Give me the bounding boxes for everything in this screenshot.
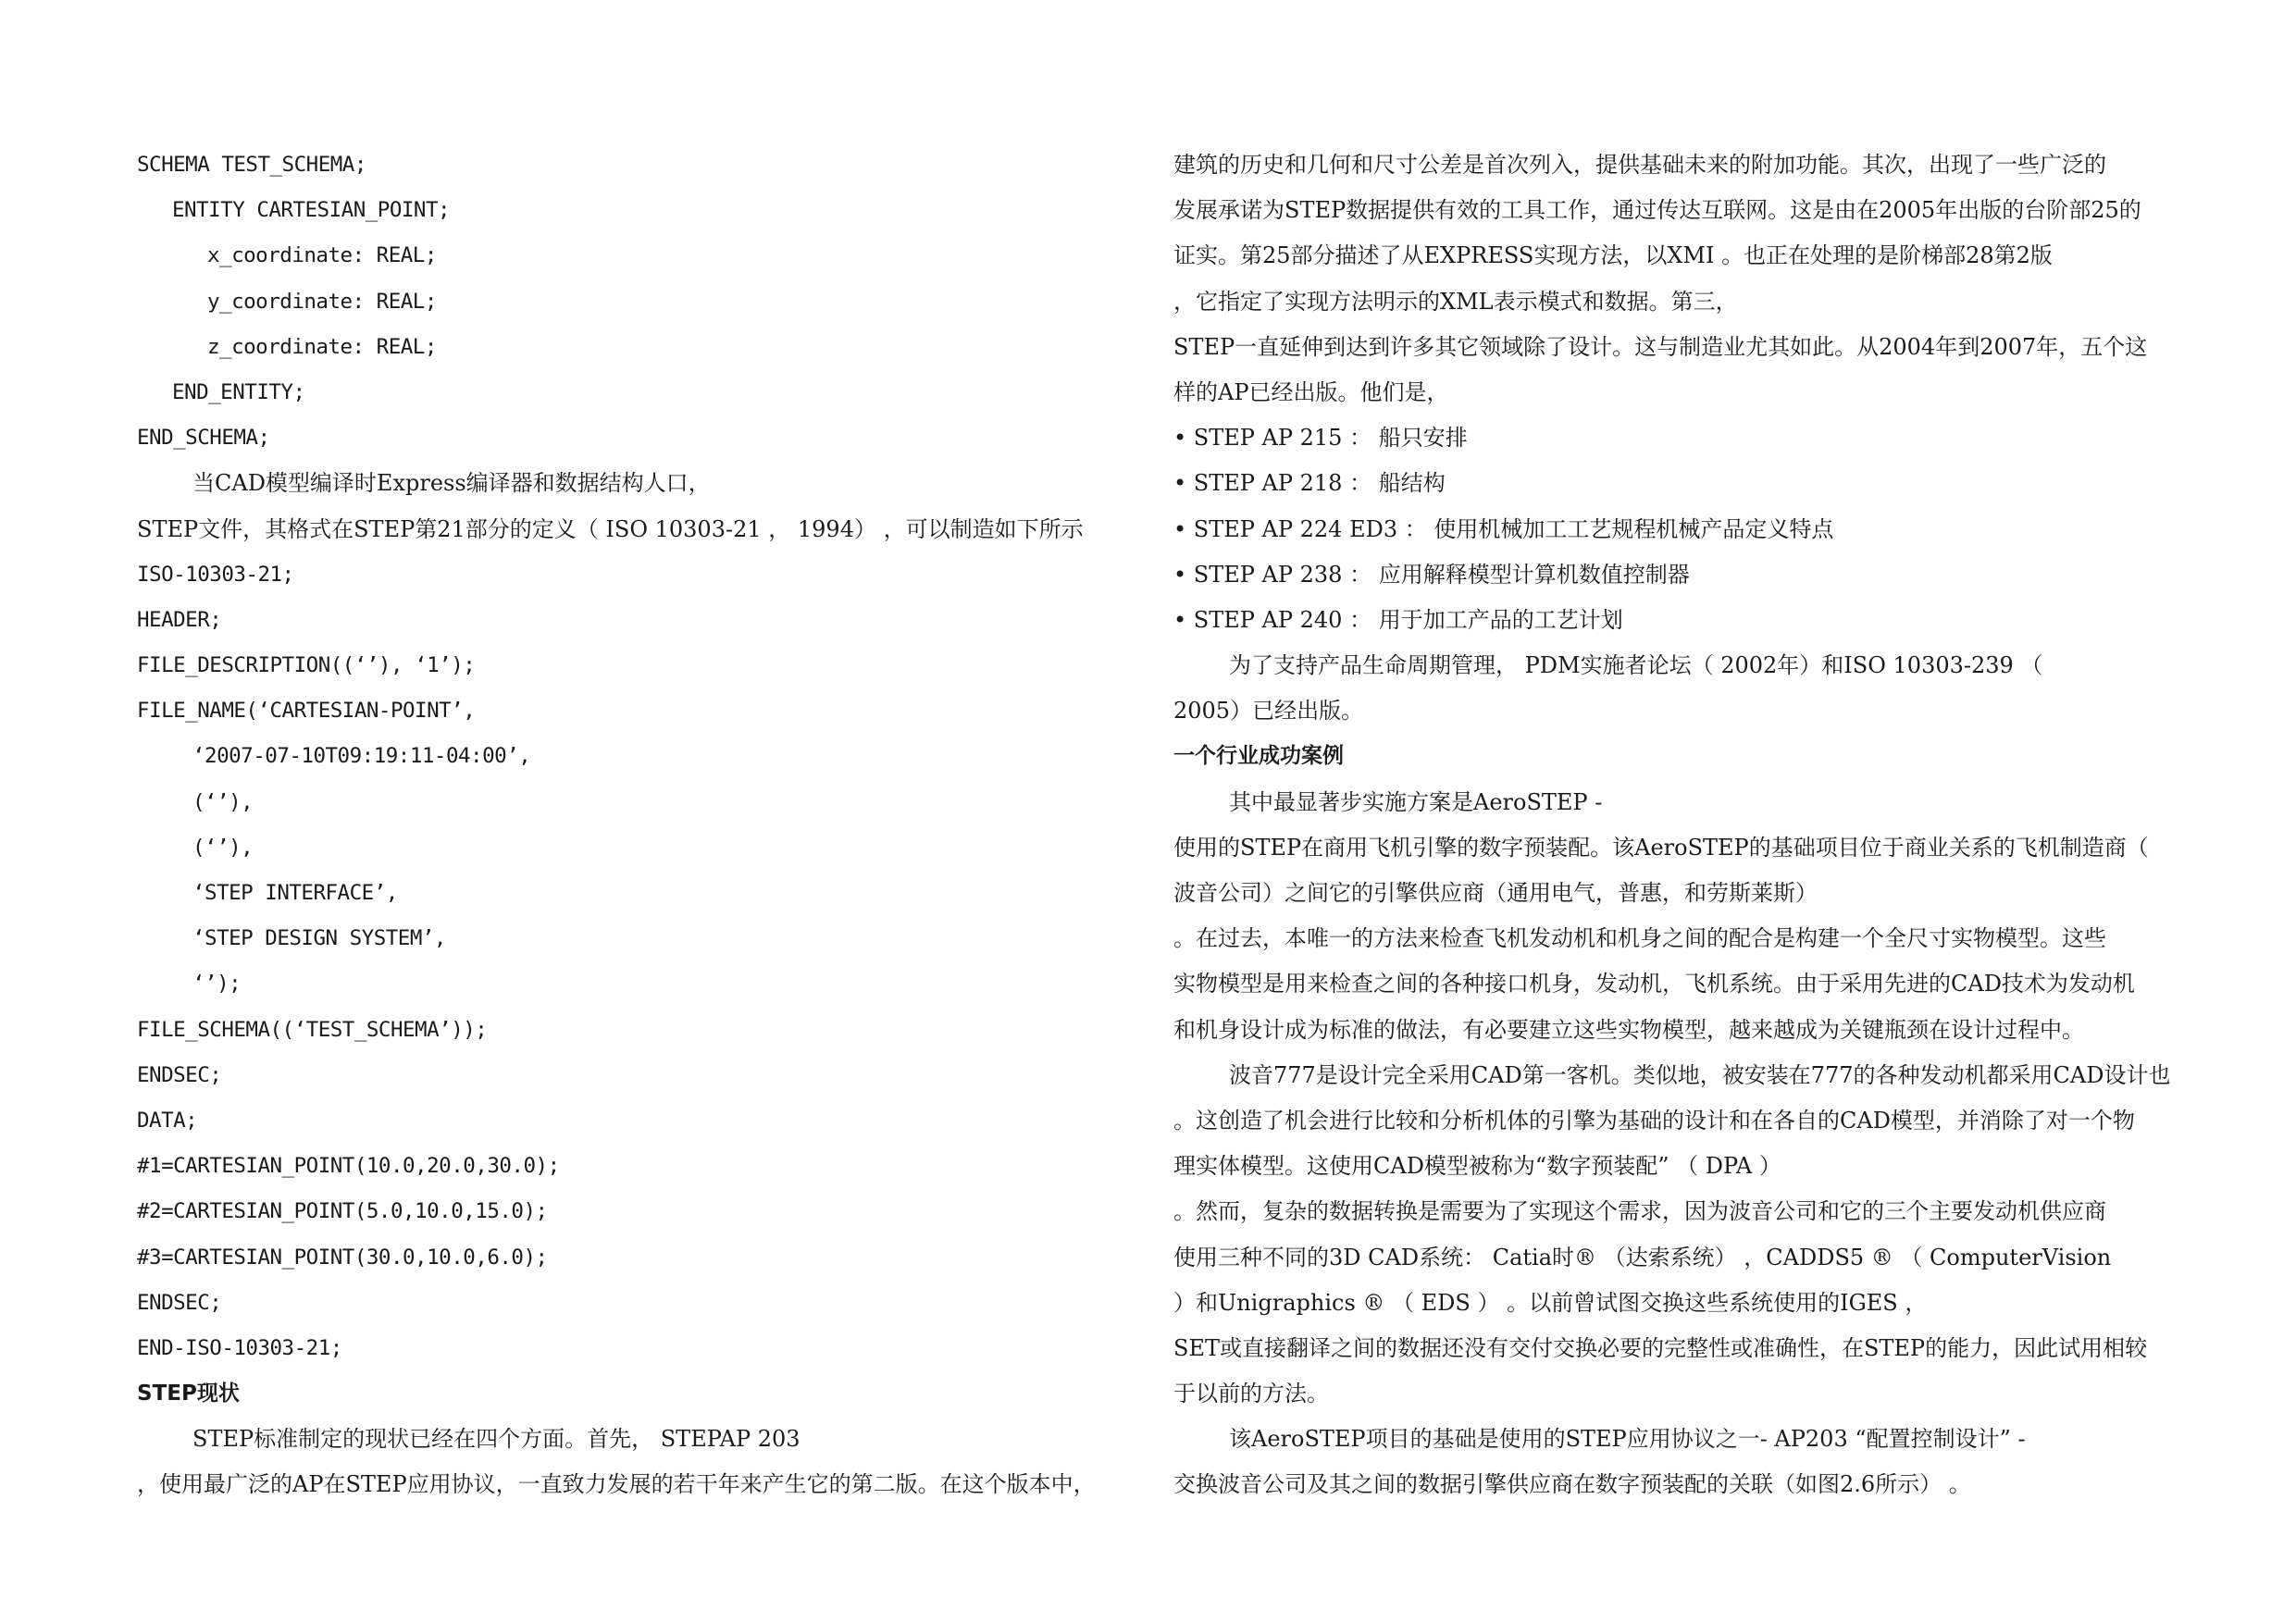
paragraph-line: 样的AP已经出版。他们是， xyxy=(1173,378,1449,405)
paragraph-line: ，使用最广泛的AP在STEP应用协议，一直致力发展的若干年来产生它的第二版。在这个版本中， xyxy=(137,1471,1096,1498)
paragraph-line: 实物模型是用来检查之间的各种接口机身，发动机，飞机系统。由于采用先进的CAD技术为发动机 xyxy=(1173,971,2135,997)
code-line: FILE_SCHEMA((‘TEST_SCHEMA’)); xyxy=(137,1017,488,1042)
paragraph-line: 其中最显著步实施方案是AeroSTEP - xyxy=(1229,788,1603,815)
paragraph-line: STEP一直延伸到达到许多其它领域除了设计。这与制造业尤其如此。从2004年到2007年，五个这 xyxy=(1173,333,2148,360)
code-line: #1=CARTESIAN_POINT(10.0,20.0,30.0); xyxy=(137,1154,560,1179)
paragraph-line: SET或直接翻译之间的数据还没有交付交换必要的完整性或准确性，在STEP的能力，因此试用相较 xyxy=(1173,1334,2148,1361)
code-line: END_SCHEMA; xyxy=(137,426,270,451)
paragraph-line: 于以前的方法。 xyxy=(1173,1381,1329,1407)
paragraph-line: 当CAD模型编译时Express编译器和数据结构人口， xyxy=(192,470,711,497)
bullet-item: • STEP AP 240 ： 用于加工产品的工艺计划 xyxy=(1173,606,1623,633)
bullet-item: • STEP AP 218 ： 船结构 xyxy=(1173,470,1446,497)
code-line: FILE_DESCRIPTION((‘’), ‘1’); xyxy=(137,653,476,678)
paragraph-line: 理实体模型。这使用CAD模型被称为“数字预装配” （ DPA ） xyxy=(1173,1153,1781,1180)
paragraph-line: 波音公司）之间它的引擎供应商（通用电气，普惠，和劳斯莱斯） xyxy=(1173,880,1818,906)
code-line: ENTITY CARTESIAN_POINT; xyxy=(172,198,451,223)
right-column xyxy=(1173,142,2173,1508)
code-line: ENDSEC; xyxy=(137,1062,222,1087)
code-line: HEADER; xyxy=(137,607,222,632)
bullet-item: • STEP AP 238 ： 应用解释模型计算机数值控制器 xyxy=(1173,561,1690,588)
code-line: y_coordinate: REAL; xyxy=(207,289,437,314)
paragraph-line: 证实。第25部分描述了从EXPRESS实现方法，以XMI 。也正在处理的是阶梯部28第2版 xyxy=(1173,242,2053,269)
code-line: ‘STEP DESIGN SYSTEM’, xyxy=(192,926,446,951)
code-line: x_coordinate: REAL; xyxy=(207,243,437,268)
paragraph-line: 使用的STEP在商用飞机引擎的数字预装配。该AeroSTEP的基础项目位于商业关系的飞机制造商（ xyxy=(1173,834,2149,861)
code-line: (‘’), xyxy=(192,835,254,860)
code-line: (‘’), xyxy=(192,789,254,814)
code-line: #2=CARTESIAN_POINT(5.0,10.0,15.0); xyxy=(137,1199,548,1224)
code-line: FILE_NAME(‘CARTESIAN-POINT’, xyxy=(137,699,476,724)
paragraph-line: 。在过去，本唯一的方法来检查飞机发动机和机身之间的配合是构建一个全尺寸实物模型。这些 xyxy=(1173,925,2106,952)
paragraph-line: 和机身设计成为标准的做法，有必要建立这些实物模型，越来越成为关键瓶颈在设计过程中。 xyxy=(1173,1016,2084,1043)
code-line: ‘’); xyxy=(192,972,242,997)
code-line: SCHEMA TEST_SCHEMA; xyxy=(137,153,366,177)
bullet-item: • STEP AP 215 ： 船只安排 xyxy=(1173,425,1468,452)
left-column xyxy=(137,142,1118,1508)
code-line: ‘2007-07-10T09:19:11-04:00’, xyxy=(192,744,531,769)
code-line: END-ISO-10303-21; xyxy=(137,1335,342,1360)
code-line: #3=CARTESIAN_POINT(30.0,10.0,6.0); xyxy=(137,1245,548,1270)
paragraph-line: 交换波音公司及其之间的数据引擎供应商在数字预装配的关联（如图2.6所示） 。 xyxy=(1173,1471,1971,1498)
paragraph-line: 为了支持产品生命周期管理， PDM实施者论坛（ 2002年）和ISO 10303-239 （ xyxy=(1229,652,2043,679)
code-line: END_ENTITY; xyxy=(172,379,305,404)
code-line: DATA; xyxy=(137,1108,198,1133)
paragraph-line: 。然而，复杂的数据转换是需要为了实现这个需求，因为波音公司和它的三个主要发动机供应商 xyxy=(1173,1198,2106,1225)
paragraph-line: 波音777是设计完全采用CAD第一客机。类似地，被安装在777的各种发动机都采用CAD设计也 xyxy=(1229,1061,2171,1088)
paragraph-line: ）和Unigraphics ® （ EDS ） 。以前曾试图交换这些系统使用的IGES ， xyxy=(1173,1289,1928,1316)
paragraph-line: STEP标准制定的现状已经在四个方面。首先， STEPAP 203 xyxy=(192,1426,800,1453)
paragraph-line: 2005）已经出版。 xyxy=(1173,698,1364,725)
paragraph-line: 该AeroSTEP项目的基础是使用的STEP应用协议之一- AP203 “配置控制设计” - xyxy=(1229,1426,2026,1453)
code-line: ‘STEP INTERFACE’, xyxy=(192,881,398,905)
paragraph-line: 使用三种不同的3D CAD系统： Catia时® （达索系统） ，CADDS5 ® （ ComputerVision xyxy=(1173,1244,2112,1270)
bullet-item: • STEP AP 224 ED3 ： 使用机械加工工艺规程机械产品定义特点 xyxy=(1173,515,1834,542)
code-line: z_coordinate: REAL; xyxy=(207,334,437,359)
paragraph-line: STEP文件，其格式在STEP第21部分的定义（ ISO 10303-21 ， 1994） ，可以制造如下所示 xyxy=(137,515,1084,542)
paragraph-line: 建筑的历史和几何和尺寸公差是首次列入，提供基础未来的附加功能。其次，出现了一些广泛的 xyxy=(1173,152,2106,178)
section-heading: STEP现状 xyxy=(137,1381,240,1406)
paragraph-line: ，它指定了实现方法明示的XML表示模式和数据。第三， xyxy=(1173,288,1738,315)
code-line: ENDSEC; xyxy=(137,1290,222,1315)
paragraph-line: 。这创造了机会进行比较和分析机体的引擎为基础的设计和在各自的CAD模型，并消除了对一个物 xyxy=(1173,1107,2135,1134)
code-line: ISO-10303-21; xyxy=(137,562,294,587)
paragraph-line: 发展承诺为STEP数据提供有效的工具工作，通过传达互联网。这是由在2005年出版的台阶部25的 xyxy=(1173,197,2141,224)
section-heading: 一个行业成功案例 xyxy=(1173,744,1344,769)
